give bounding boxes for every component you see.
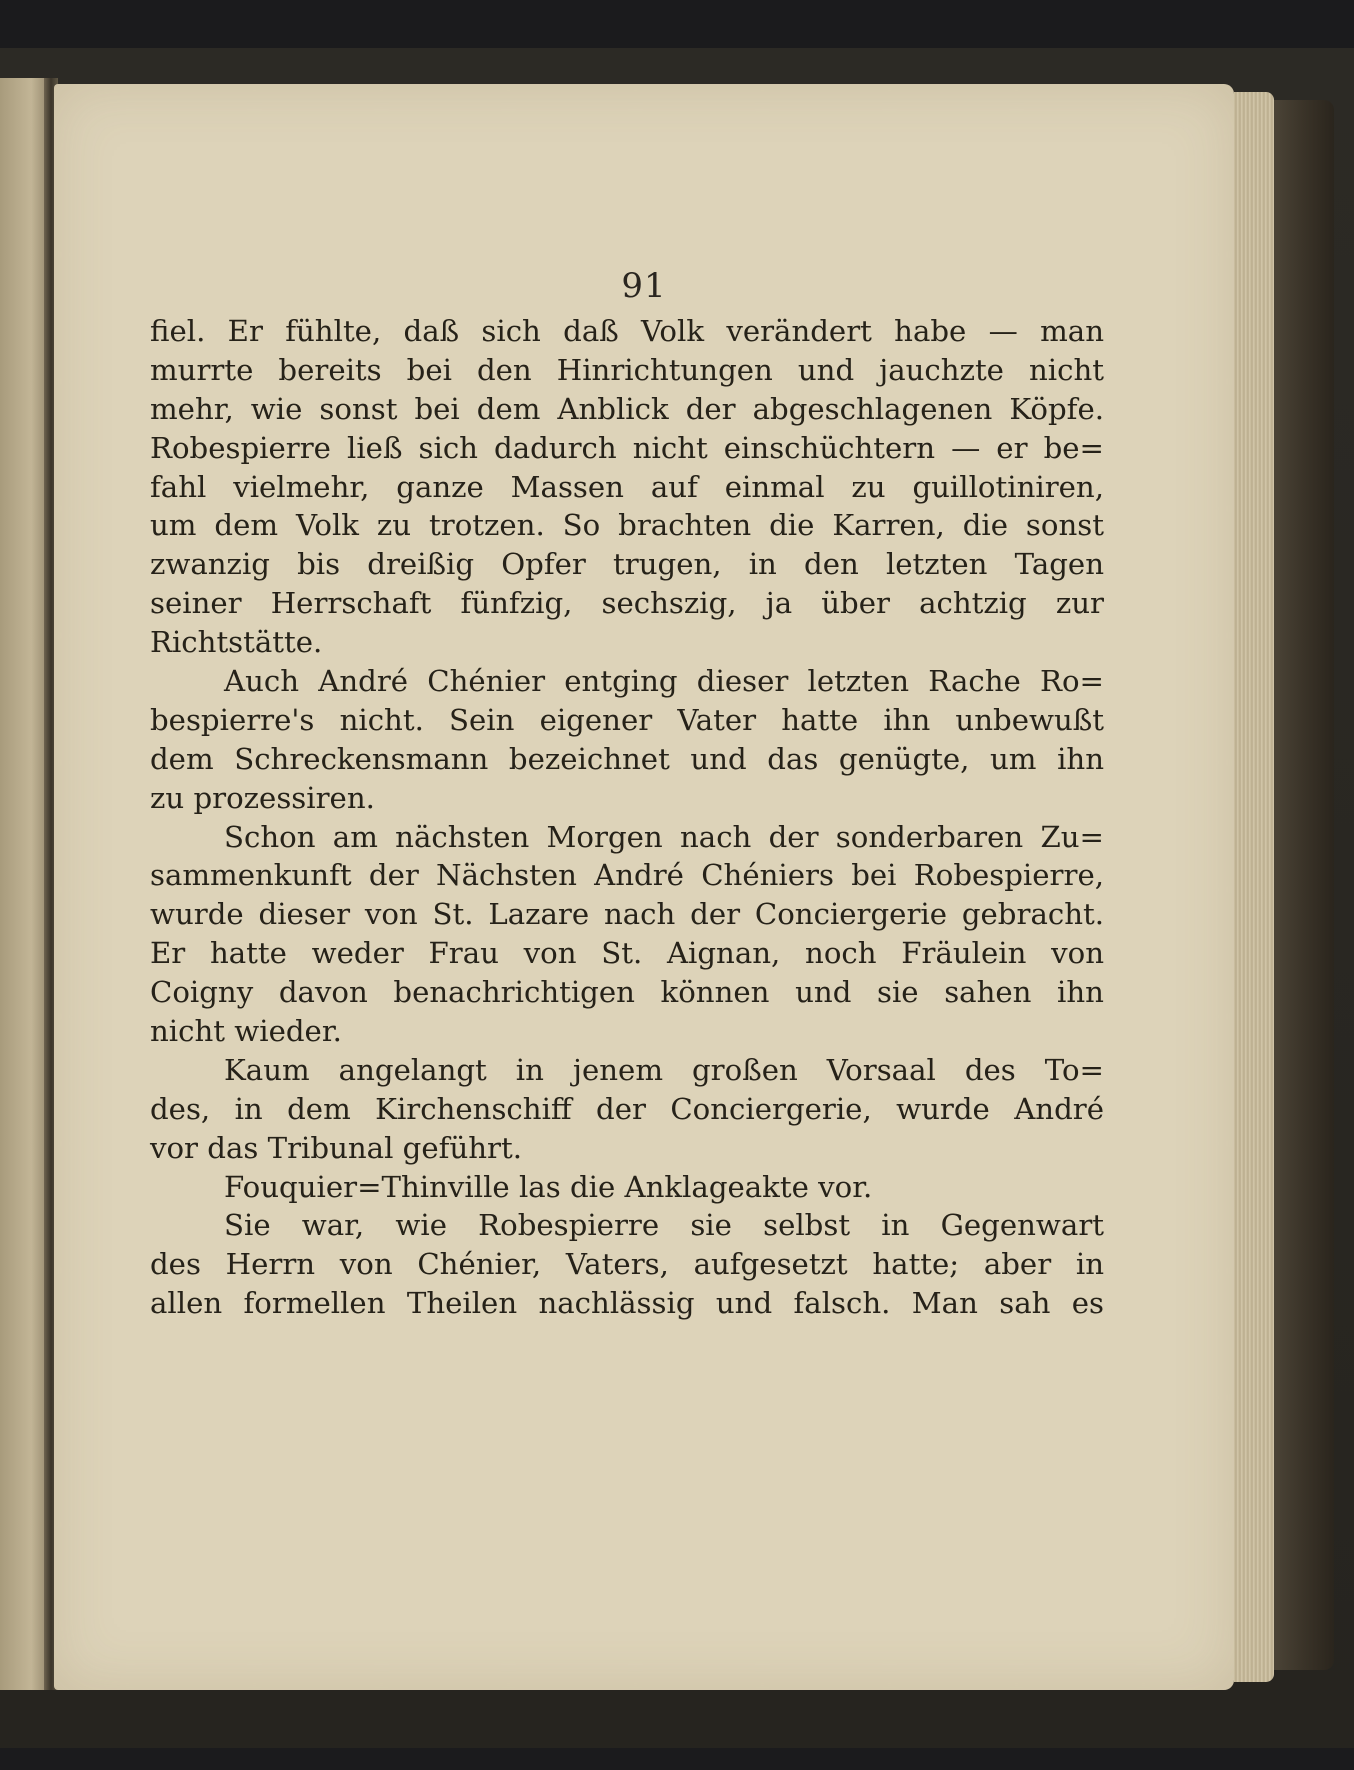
text-line: sammenkunft der Nächsten André Chéniers bei Robespierre, (150, 858, 1104, 893)
text-line: mehr, wie sonst bei dem Anblick der abgeschlagenen Köpfe. (150, 391, 1104, 426)
page-text (150, 312, 1104, 1323)
cover-edge (1274, 100, 1334, 1670)
text-line: zwanzig bis dreißig Opfer trugen, in den letzten Tagen (150, 547, 1104, 582)
text-line: Robespierre ließ sich dadurch nicht einschüchtern — er be= (150, 430, 1104, 465)
text-line: Fouquier=Thinville las die Anklageakte vor. (224, 1169, 873, 1204)
text-line: fahl vielmehr, ganze Massen auf einmal zu guillotiniren, (150, 469, 1104, 504)
text-line: bespierre's nicht. Sein eigener Vater hatte ihn unbewußt (150, 702, 1104, 737)
text-line: vor das Tribunal geführt. (150, 1130, 522, 1165)
text-line: Er hatte weder Frau von St. Aignan, noch Fräulein von (150, 936, 1104, 971)
text-line: dem Schreckensmann bezeichnet und das genügte, um ihn (150, 741, 1104, 776)
text-line: wurde dieser von St. Lazare nach der Conciergerie gebracht. (150, 897, 1104, 932)
text-line: allen formellen Theilen nachlässig und falsch. Man sah es (150, 1286, 1104, 1321)
text-line: um dem Volk zu trotzen. So brachten die Karren, die sonst (150, 508, 1104, 543)
page-edges (1234, 92, 1274, 1682)
text-line: zu prozessiren. (150, 780, 375, 815)
text-line: Richtstätte. (150, 625, 323, 660)
text-line: Auch André Chénier entging dieser letzten Rache Ro= (224, 664, 1104, 699)
text-line: des, in dem Kirchenschiff der Conciergerie, wurde André (150, 1091, 1104, 1126)
text-line: Coigny davon benachrichtigen können und sie sahen ihn (150, 975, 1104, 1010)
book-page (54, 84, 1234, 1690)
text-line: nicht wieder. (150, 1014, 342, 1049)
text-line: murrte bereits bei den Hinrichtungen und jauchzte nicht (150, 352, 1104, 387)
text-line: Sie war, wie Robespierre sie selbst in Gegenwart (224, 1208, 1104, 1243)
text-line: Kaum angelangt in jenem großen Vorsaal des To= (224, 1052, 1104, 1087)
text-line: Schon am nächsten Morgen nach der sonderbaren Zu= (224, 819, 1104, 854)
page-number: 91 (621, 266, 667, 306)
text-line: fiel. Er fühlte, daß sich daß Volk verändert habe — man (150, 314, 1104, 348)
text-line: seiner Herrschaft fünfzig, sechszig, ja über achtzig zur (150, 586, 1104, 621)
text-line: des Herrn von Chénier, Vaters, aufgesetzt hatte; aber in (150, 1247, 1104, 1282)
